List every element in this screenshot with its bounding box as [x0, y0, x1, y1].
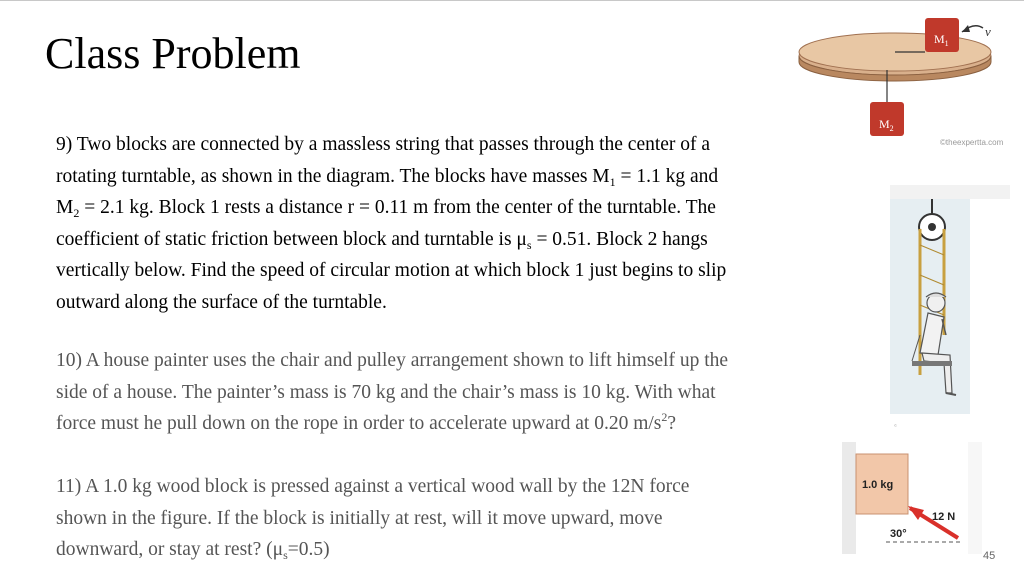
problem-10-line-2: side of a house. The painter’s mass is 70 kg and the chair’s mass is 10 kg. With what	[56, 381, 716, 403]
svg-text:M1: $M_1$	[934, 32, 949, 48]
wood-block	[856, 454, 908, 514]
problem-10-line-3: force must he pull down on the rope in order to accelerate upward at 0.20 $m/s^2$?	[56, 410, 677, 434]
painter-figure	[890, 185, 1010, 430]
problem-9-line-2: rotating turntable, as shown in the diagram. The blocks have masses $M_1 = 1.1$ kg and	[56, 165, 719, 189]
angle-label: 30°	[890, 528, 907, 540]
problem-9	[56, 129, 846, 318]
turntable-figure	[790, 10, 1020, 150]
image-credit: ©theexpertta.com	[940, 138, 1004, 147]
problem-11-line-1: 11) A 1.0 kg wood block is pressed against a vertical wood wall by the 12N force	[56, 476, 690, 497]
block-m2	[870, 102, 904, 136]
page-number: 45	[983, 550, 996, 562]
problem-9-line-6: outward along the surface of the turntable.	[56, 291, 387, 313]
problem-11-line-3: downward, or stay at rest? $(\mu_s=0.5)$	[56, 539, 330, 562]
top-border	[0, 0, 1024, 1]
velocity-label: v	[985, 24, 991, 39]
problem-10	[56, 345, 846, 440]
wall-block-figure	[842, 442, 982, 554]
problem-11-line-2: shown in the figure. If the block is initially at rest, will it move upward, move	[56, 507, 663, 529]
problem-11	[56, 471, 846, 566]
force-label: 12 N	[932, 511, 956, 523]
problem-9-line-1: 9) Two blocks are connected by a massless string that passes through the center of a	[56, 134, 711, 155]
problem-9-line-5: vertically below. Find the speed of circular motion at which block 1 just begins to slip	[56, 260, 727, 281]
block-m1	[925, 18, 959, 52]
svg-text:M2: $M_2$	[879, 117, 894, 133]
svg-text:1.0 kg: 1.0 kg	[862, 479, 894, 491]
problem-9-line-4: coefficient of static friction between block and turntable is $\mu_s = 0.51$. Block 2 hangs	[56, 228, 708, 252]
svg-text:©: ©	[894, 423, 898, 428]
problem-10-line-1: 10) A house painter uses the chair and pulley arrangement shown to lift himself up the	[56, 350, 729, 371]
slide-title: Class Problem	[45, 29, 301, 78]
problem-9-line-3: $M_2 = 2.1$ kg. Block 1 rests a distance r = 0.11 m from the center of the turntable. The	[56, 197, 716, 220]
